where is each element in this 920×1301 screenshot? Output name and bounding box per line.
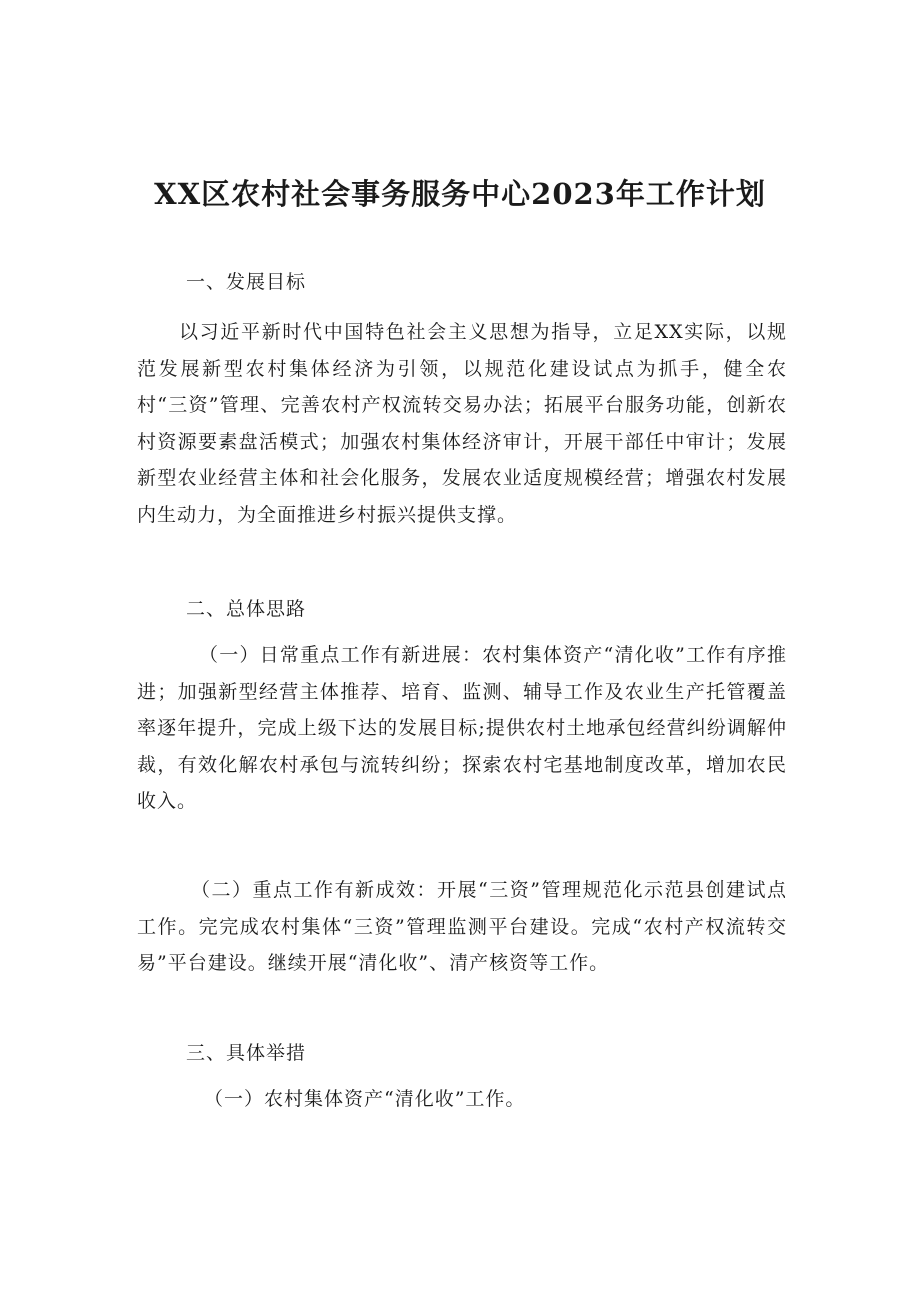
section-body-goals: 以习近平新时代中国特色社会主义思想为指导，立足XX实际，以规范发展新型农村集体经济为引领，以规范化建设试点为抓手，健全农村“三资”管理、完善农村产权流转交易办法；拓展平台服务功能，创新农村资源要素盘活模式；加强农村集体经济审计，开展干部任中审计；发展新型农业经营主体和社会化服务，发展农业适度规模经营；增强农村发展内生动力，为全面推进乡村振兴提供支撑。 [137, 321, 787, 526]
section-heading-goals: 一、发展目标 [186, 271, 307, 293]
section-heading-measures: 三、具体举措 [186, 1042, 307, 1064]
approach-item-1: （一）日常重点工作有新进展：农村集体资产“清化收”工作有序推进；加强新型经营主体推荐、培育、监测、辅导工作及农业生产托管覆盖率逐年提升，完成上级下达的发展目标;提供农村土地承包经营纠纷调解仲裁，有效化解农村承包与流转纠纷；探索农村宅基地制度改革，增加农民收入。 [137, 644, 787, 812]
document-title: XX区农村社会事务服务中心2023年工作计划 [154, 177, 766, 211]
approach-item-2: （二）重点工作有新成效：开展“三资”管理规范化示范县创建试点工作。完完成农村集体“三资”管理监测平台建设。完成“农村产权流转交易”平台建设。继续开展“清化收”、清产核资等工作。 [137, 879, 787, 974]
measures-item-1: （一）农村集体资产“清化收”工作。 [204, 1088, 526, 1110]
section-heading-approach: 二、总体思路 [186, 598, 307, 620]
